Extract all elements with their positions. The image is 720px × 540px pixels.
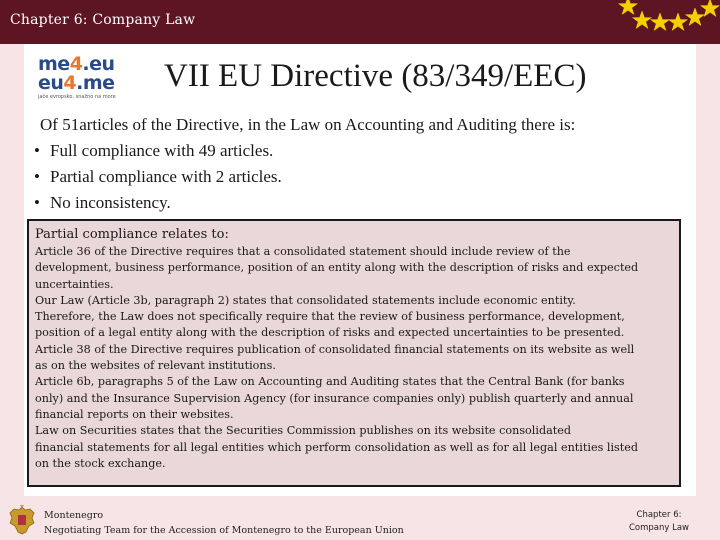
- box-text-line: only) and the Insurance Supervision Agency (for insurance companies only) publish quarterly and annual: [35, 391, 634, 405]
- logo-tagline: jače evropsko, snažno na more: [38, 94, 116, 100]
- box-text-line: Article 38 of the Directive requires publication of consolidated financial statements on its website as well: [35, 342, 635, 356]
- box-text-line: Article 6b, paragraphs 5 of the Law on Accounting and Auditing states that the Central Bank (for banks: [35, 375, 625, 389]
- box-text-line: financial reports on their websites.: [35, 407, 234, 421]
- compliance-bullet-list: [34, 141, 282, 219]
- box-text-line: financial statements for all legal entities which perform consolidation as well as for all legal entities listed: [35, 440, 639, 454]
- bullet-icon: •: [34, 141, 40, 160]
- box-body-text: [35, 244, 679, 472]
- box-heading: Partial compliance relates to:: [35, 227, 229, 242]
- box-text-line: uncertainties.: [35, 277, 114, 291]
- box-text-line: Our Law (Article 3b, paragraph 2) states that consolidated statements include economic entity.: [35, 293, 576, 307]
- intro-text: Of 51articles of the Directive, in the Law on Accounting and Auditing there is:: [40, 115, 576, 134]
- bullet-item: • Full compliance with 49 articles.: [34, 141, 274, 160]
- footer-country: Montenegro: [44, 510, 104, 521]
- box-text-line: on the stock exchange.: [35, 456, 166, 470]
- box-text-line: position of a legal entity along with the description of risks and expected uncertainties to be presented.: [35, 326, 625, 340]
- box-text-line: development, business performance, position of an entity along with the description of risks and expected: [35, 261, 639, 275]
- bullet-icon: •: [34, 167, 40, 186]
- box-text-line: as on the websites of relevant institutions.: [35, 359, 276, 373]
- chapter-title: Chapter 6: Company Law: [10, 12, 196, 28]
- me4eu-logo: me4.eu eu4.me jače evropsko, snažno na more: [38, 55, 134, 101]
- bullet-item: • No inconsistency.: [34, 193, 171, 212]
- partial-compliance-box: [27, 219, 681, 487]
- bullet-icon: •: [34, 193, 40, 212]
- bullet-item: • Partial compliance with 2 articles.: [34, 167, 282, 186]
- montenegro-coat-of-arms-icon: [6, 504, 38, 536]
- footer-chapter: Chapter 6: Company Law: [628, 510, 690, 533]
- footer-team: Negotiating Team for the Accession of Montenegro to the European Union: [44, 525, 404, 536]
- box-text-line: Article 36 of the Directive requires that a consolidated statement should include review of the: [35, 245, 571, 258]
- footer-organization: [44, 508, 404, 538]
- box-text-line: Therefore, the Law does not specifically require that the review of business performance, development,: [35, 310, 625, 324]
- header-bar: [0, 0, 720, 44]
- slide-title: VII EU Directive (83/349/EEC): [164, 58, 587, 94]
- box-text-line: Law on Securities states that the Securities Commission publishes on its website consolidated: [35, 424, 572, 438]
